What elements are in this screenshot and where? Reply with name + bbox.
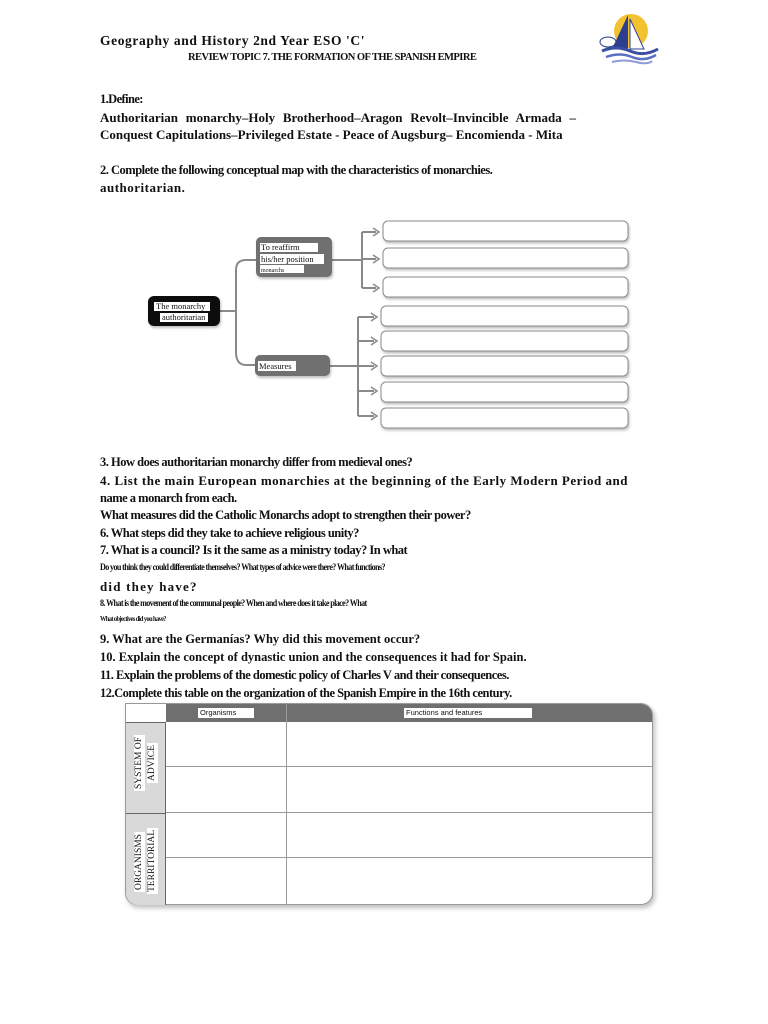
spanish-empire-table — [125, 703, 653, 905]
question-2-text: 2. Complete the following conceptual map with the characteristics of monarchies. — [100, 163, 493, 177]
map-answer-box-5[interactable] — [381, 331, 628, 351]
question-12: 12.Complete this table on the organization of the Spanish Empire in the 16th century. — [100, 686, 512, 700]
question-7-line-2: Do you think they could differentiate themselves? What types of advice were there? What functions? — [100, 562, 385, 572]
question-8-line-2: What objectives did you have? — [100, 614, 166, 623]
side-label-territorial: TERRITORIAL — [147, 829, 157, 892]
side-label-system-of: SYSTEM OF — [134, 737, 144, 789]
map-root-label-2: authoritarian — [162, 312, 206, 322]
map-answer-box-1[interactable] — [383, 221, 628, 241]
question-5: What measures did the Catholic Monarchs adopt to strengthen their power? — [100, 508, 471, 522]
concept-map — [140, 214, 640, 439]
table-cell-organism-3[interactable] — [166, 813, 287, 858]
question-6: 6. What steps did they take to achieve religious unity? — [100, 526, 359, 540]
map-branch-measures-box — [255, 355, 330, 376]
table-header-functions: Functions and features — [404, 708, 532, 718]
table-header-row — [166, 704, 652, 722]
question-7-line-3: did they have? — [100, 579, 198, 594]
map-answer-box-6[interactable] — [381, 356, 628, 376]
map-branch2-label: Measures — [259, 361, 292, 371]
side-label-advice: ADVICE — [147, 745, 157, 781]
table-cell-functions-1[interactable] — [287, 722, 652, 767]
map-root-label-1: The monarchy — [156, 301, 206, 311]
map-answer-box-7[interactable] — [381, 382, 628, 402]
school-logo-icon — [596, 9, 660, 65]
map-answer-box-2[interactable] — [383, 248, 628, 268]
table-cell-organism-1[interactable] — [166, 722, 287, 767]
question-7-line-1: 7. What is a council? Is it the same as a ministry today? In what — [100, 543, 408, 557]
define-terms-list: Authoritarian monarchy–Holy Brotherhood–Aragon Revolt–Invincible Armada –Conquest Capitulations–Privileged Estate - Peace of Augsburg– Encomienda - Mita — [100, 110, 576, 142]
map-root-box — [148, 296, 220, 326]
map-branch1-label-2: his/her position — [261, 254, 314, 264]
map-answer-box-3[interactable] — [383, 277, 628, 297]
table-cell-organism-2[interactable] — [166, 767, 287, 813]
question-8-line-1: 8. What is the movement of the communal people? When and where does it take place? What — [100, 598, 367, 608]
map-branch1-label-1: To reaffirm — [261, 242, 300, 252]
question-10: 10. Explain the concept of dynastic union and the consequences it had for Spain. — [100, 650, 527, 664]
question-9: 9. What are the Germanías? Why did this movement occur? — [100, 632, 421, 646]
side-label-organisms: ORGANISMS — [134, 834, 144, 890]
question-2-continued: authoritarian. — [100, 180, 186, 195]
table-cell-organism-4[interactable] — [166, 858, 287, 903]
map-answer-box-4[interactable] — [381, 306, 628, 326]
map-branch1-label-3: monarchs — [261, 268, 285, 274]
worksheet-title: Geography and History 2nd Year ESO 'C' — [100, 33, 366, 48]
question-11: 11. Explain the problems of the domestic policy of Charles V and their consequences. — [100, 668, 509, 682]
question-4-line-1: 4. List the main European monarchies at the beginning of the Early Modern Period and — [100, 473, 628, 488]
table-cell-functions-3[interactable] — [287, 813, 652, 858]
question-3: 3. How does authoritarian monarchy differ from medieval ones? — [100, 455, 413, 469]
worksheet-subtitle: REVIEW TOPIC 7. THE FORMATION OF THE SPANISH EMPIRE — [188, 51, 477, 63]
table-cell-functions-2[interactable] — [287, 767, 652, 813]
table-side-organisms-territorial — [126, 813, 166, 905]
table-side-system-of-advice — [126, 722, 166, 813]
map-answer-box-8[interactable] — [381, 408, 628, 428]
table-cell-functions-4[interactable] — [287, 858, 652, 903]
map-branch-reaffirm-box — [256, 237, 332, 277]
define-heading: 1.Define: — [100, 92, 143, 106]
table-header-organisms: Organisms — [198, 708, 254, 718]
question-4-line-2: name a monarch from each. — [100, 491, 237, 505]
